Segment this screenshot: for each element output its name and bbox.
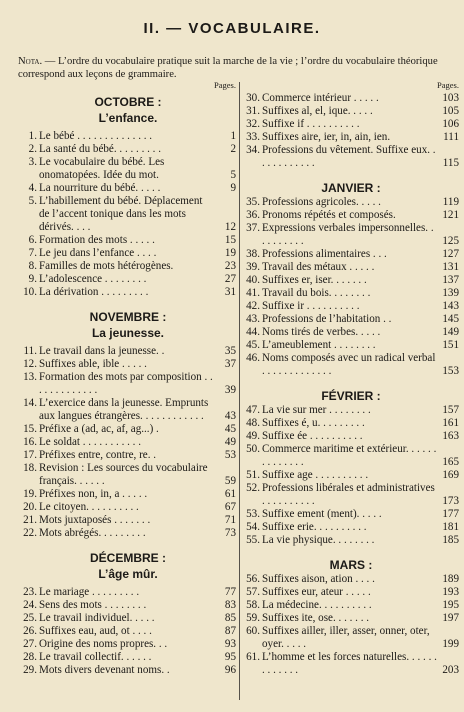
toc-entry: [20, 527, 236, 540]
toc-entry: [243, 131, 459, 144]
entry-title: Professions du vêtement. Suffixe eux. . . . . . . . . . . .: [262, 144, 436, 169]
section-subtitle: La jeunesse.: [91, 326, 165, 340]
entry-title: Suffixe ée . . . . . . . . . .: [262, 430, 363, 442]
toc-entry: [243, 573, 459, 586]
toc-entry: [243, 196, 459, 209]
section-heading: DÉCEMBRE :: [89, 551, 166, 565]
entry-number: 48.: [246, 417, 260, 429]
entry-title: Préfixes non, in, a . . . . .: [39, 488, 148, 500]
section-subtitle: L’enfance.: [98, 111, 158, 125]
toc-entry: [20, 612, 236, 625]
entry-number: 46.: [246, 352, 260, 364]
entry-title: Le bébé . . . . . . . . . . . . . .: [39, 130, 153, 142]
entry-page: 189: [442, 573, 459, 585]
toc-entry: [20, 423, 236, 436]
entry-number: 31.: [246, 105, 260, 117]
entry-title: Pronoms répétés et composés.: [262, 209, 396, 221]
toc-entry: [243, 287, 459, 300]
entry-page: 31: [224, 286, 236, 298]
entry-title: Suffixes al, el, ique. . . . .: [262, 105, 373, 117]
entry-number: 50.: [246, 443, 260, 455]
entry-page: 71: [224, 514, 236, 526]
toc-entry: [243, 586, 459, 599]
entry-title: Suffixes aire, ier, in, ain, ien.: [262, 131, 391, 143]
entry-number: 35.: [246, 196, 260, 208]
toc-entry: [243, 105, 459, 118]
entry-title: Professions agricoles. . . . .: [262, 196, 381, 208]
entry-title: Formation des mots par composition . . . . . . . . . . . . .: [39, 371, 213, 396]
entry-page: 2: [230, 143, 236, 155]
entry-number: 25.: [23, 612, 37, 624]
entry-number: 19.: [23, 488, 37, 500]
entry-number: 22.: [23, 527, 37, 539]
toc-entry: [20, 625, 236, 638]
entry-page: 87: [224, 625, 236, 637]
entry-page: 143: [442, 300, 459, 312]
toc-entry: [20, 488, 236, 501]
entry-number: 36.: [246, 209, 260, 221]
entry-page: 12: [224, 221, 236, 233]
entry-number: 23.: [23, 586, 37, 598]
entry-title: Le vocabulaire du bébé. Les onomatopées. Idée du mot.: [39, 156, 165, 181]
toc-entry: [243, 469, 459, 482]
entry-number: 15.: [23, 423, 37, 435]
entry-number: 45.: [246, 339, 260, 351]
entry-page: 115: [442, 157, 459, 169]
entry-page: 165: [442, 456, 459, 468]
entry-page: 106: [442, 118, 459, 130]
entry-page: 85: [224, 612, 236, 624]
entry-title: Familles de mots hétérogènes.: [39, 260, 174, 272]
entry-title: La vie physique. . . . . . . .: [262, 534, 375, 546]
toc-entry: [243, 508, 459, 521]
entry-title: Sens des mots . . . . . . . .: [39, 599, 147, 611]
entry-number: 44.: [246, 326, 260, 338]
entry-number: 40.: [246, 274, 260, 286]
entry-title: Suffixes é, u. . . . . . . . .: [262, 417, 365, 429]
entry-page: 121: [442, 209, 459, 221]
entry-title: Travail des métaux . . . . .: [262, 261, 375, 273]
entry-title: Le soldat . . . . . . . . . . .: [39, 436, 141, 448]
entry-number: 57.: [246, 586, 260, 598]
note-label: Nota.: [18, 56, 43, 67]
entry-title: L’ameublement . . . . . . . .: [262, 339, 376, 351]
toc-entry: [243, 261, 459, 274]
column-divider: [239, 82, 240, 700]
toc-entry: [243, 248, 459, 261]
toc-entry: [20, 599, 236, 612]
entry-page: 59: [224, 475, 236, 487]
entry-number: 56.: [246, 573, 260, 585]
entry-page: 93: [224, 638, 236, 650]
entry-page: 137: [442, 274, 459, 286]
toc-entry: [243, 274, 459, 287]
entry-page: 197: [442, 612, 459, 624]
entry-number: 32.: [246, 118, 260, 130]
toc-entry: [243, 521, 459, 534]
toc-entry: [20, 234, 236, 247]
entry-page: 111: [443, 131, 459, 143]
entry-title: Suffixe ement (ment). . . . .: [262, 508, 382, 520]
entry-number: 49.: [246, 430, 260, 442]
pages-header: Pages.: [214, 80, 236, 90]
entry-title: Suffixe if . . . . . . . . . .: [262, 118, 360, 130]
entry-number: 7.: [28, 247, 37, 259]
section-heading: FÉVRIER :: [321, 389, 381, 403]
entry-page: 9: [230, 182, 236, 194]
entry-number: 59.: [246, 612, 260, 624]
entry-title: Formation des mots . . . . .: [39, 234, 155, 246]
toc-entry: [20, 371, 236, 397]
toc-entry: [243, 339, 459, 352]
toc-entry: [243, 300, 459, 313]
entry-title: Suffixes able, ible . . . . .: [39, 358, 147, 370]
section-heading: NOVEMBRE :: [89, 310, 167, 324]
entry-page: 95: [224, 651, 236, 663]
entry-title: Le travail individuel. . . . .: [39, 612, 155, 624]
entry-number: 9.: [28, 273, 37, 285]
entry-title: Le jeu dans l’enfance . . . .: [39, 247, 157, 259]
toc-entry: [243, 118, 459, 131]
entry-page: 83: [224, 599, 236, 611]
right-column: [243, 80, 459, 677]
entry-title: Le travail dans la jeunesse. .: [39, 345, 165, 357]
entry-title: Professions libérales et administratives . . . . . . . . . .: [262, 482, 435, 507]
entry-page: 39: [224, 384, 236, 396]
entry-number: 27.: [23, 638, 37, 650]
entry-page: 77: [224, 586, 236, 598]
entry-number: 39.: [246, 261, 260, 273]
toc-entry: [20, 345, 236, 358]
section-heading: JANVIER :: [321, 181, 381, 195]
toc-entry: [20, 358, 236, 371]
entry-number: 47.: [246, 404, 260, 416]
entry-title: Préfixes entre, contre, re. .: [39, 449, 157, 461]
toc-entry: [243, 625, 459, 651]
entry-page: 139: [442, 287, 459, 299]
entry-title: L’exercice dans la jeunesse. Emprunts aux langues étrangères. . . . . . . . . . . .: [39, 397, 209, 422]
entry-page: 73: [224, 527, 236, 539]
entry-page: 27: [224, 273, 236, 285]
toc-entry: [243, 482, 459, 508]
toc-entry: [243, 313, 459, 326]
toc-entry: [20, 182, 236, 195]
entry-number: 54.: [246, 521, 260, 533]
entry-page: 203: [442, 664, 459, 676]
entry-number: 51.: [246, 469, 260, 481]
toc-entry: [243, 352, 459, 378]
entry-page: 96: [224, 664, 236, 676]
entry-number: 41.: [246, 287, 260, 299]
entry-page: 185: [442, 534, 459, 546]
entry-number: 38.: [246, 248, 260, 260]
entry-page: 145: [442, 313, 459, 325]
toc-entry: [20, 514, 236, 527]
toc-entry: [243, 209, 459, 222]
toc-entry: [20, 651, 236, 664]
entry-title: Noms composés avec un radical verbal . . . . . . . . . . . . .: [262, 352, 436, 377]
entry-title: Noms tirés de verbes. . . . .: [262, 326, 381, 338]
entry-page: 161: [442, 417, 459, 429]
entry-page: 35: [224, 345, 236, 357]
entry-number: 30.: [246, 92, 260, 104]
toc-entry: [20, 247, 236, 260]
entry-number: 6.: [28, 234, 37, 246]
entry-number: 17.: [23, 449, 37, 461]
entry-page: 149: [442, 326, 459, 338]
entry-page: 195: [442, 599, 459, 611]
entry-page: 45: [224, 423, 236, 435]
toc-entry: [20, 462, 236, 488]
entry-number: 43.: [246, 313, 260, 325]
entry-page: 103: [442, 92, 459, 104]
entry-title: L’homme et les forces naturelles. . . . . . . . . . . . .: [262, 651, 437, 676]
toc-entry: [243, 651, 459, 677]
entry-title: Origine des noms propres. . .: [39, 638, 168, 650]
entry-page: 127: [442, 248, 459, 260]
toc-entry: [243, 599, 459, 612]
entry-page: 5: [230, 169, 236, 181]
entry-number: 1.: [28, 130, 37, 142]
entry-title: La dérivation . . . . . . . . .: [39, 286, 149, 298]
entry-title: Suffixes eur, ateur . . . . .: [262, 586, 371, 598]
entry-page: 43: [224, 410, 236, 422]
entry-title: Mots divers devenant noms. .: [39, 664, 170, 676]
section-heading: OCTOBRE :: [94, 95, 162, 109]
entry-number: 28.: [23, 651, 37, 663]
entry-title: Mots juxtaposés . . . . . . .: [39, 514, 151, 526]
entry-page: 49: [224, 436, 236, 448]
entry-page: 151: [442, 339, 459, 351]
entry-page: 119: [442, 196, 459, 208]
entry-number: 18.: [23, 462, 37, 474]
toc-entry: [243, 222, 459, 248]
entry-title: Travail du bois. . . . . . . .: [262, 287, 371, 299]
entry-title: L’adolescence . . . . . . . .: [39, 273, 147, 285]
pages-header: Pages.: [437, 80, 459, 90]
toc-entry: [20, 260, 236, 273]
entry-title: La vie sur mer . . . . . . . .: [262, 404, 371, 416]
toc-entry: [20, 273, 236, 286]
toc-entry: [20, 143, 236, 156]
toc-entry: [243, 144, 459, 170]
entry-number: 16.: [23, 436, 37, 448]
entry-title: Suffixe ir . . . . . . . . . .: [262, 300, 360, 312]
toc-entry: [243, 326, 459, 339]
toc-entry: [20, 664, 236, 677]
page-title: II. — VOCABULAIRE.: [143, 20, 321, 37]
entry-title: Expressions verbales impersonnelles. . . . . . . . . .: [262, 222, 434, 247]
entry-title: Suffixe erie. . . . . . . . . .: [262, 521, 367, 533]
entry-number: 34.: [246, 144, 260, 156]
entry-title: Le travail collectif. . . . . .: [39, 651, 152, 663]
toc-entry: [20, 449, 236, 462]
entry-number: 33.: [246, 131, 260, 143]
entry-title: Professions de l’habitation . .: [262, 313, 392, 325]
entry-page: 61: [224, 488, 236, 500]
entry-title: Professions alimentaires . . .: [262, 248, 387, 260]
entry-number: 12.: [23, 358, 37, 370]
entry-page: 157: [442, 404, 459, 416]
entry-page: 193: [442, 586, 459, 598]
entry-title: Suffixes ailler, iller, asser, onner, oter, oyer. . . . .: [262, 625, 430, 650]
note-text: — L’ordre du vocabulaire pratique suit la marche de la vie ; l’ordre du vocabulaire théorique correspond aux leçons de grammaire.: [18, 56, 438, 80]
toc-entry: [243, 534, 459, 547]
entry-number: 8.: [28, 260, 37, 272]
entry-title: La santé du bébé. . . . . . . . .: [39, 143, 161, 155]
entry-page: 125: [442, 235, 459, 247]
entry-page: 153: [442, 365, 459, 377]
entry-title: Suffixes er, iser. . . . . . .: [262, 274, 367, 286]
toc-entry: [20, 130, 236, 143]
entry-number: 13.: [23, 371, 37, 383]
left-column: [20, 80, 236, 677]
entry-title: Commerce intérieur . . . . .: [262, 92, 379, 104]
entry-number: 58.: [246, 599, 260, 611]
toc-entry: [20, 156, 236, 182]
toc-entry: [243, 430, 459, 443]
toc-entry: [243, 443, 459, 469]
entry-number: 60.: [246, 625, 260, 637]
entry-page: 19: [224, 247, 236, 259]
note-paragraph: [18, 55, 454, 81]
entry-page: 177: [442, 508, 459, 520]
entry-title: Le citoyen. . . . . . . . . .: [39, 501, 139, 513]
toc-entry: [20, 638, 236, 651]
entry-page: 23: [224, 260, 236, 272]
entry-page: 53: [224, 449, 236, 461]
toc-entry: [243, 404, 459, 417]
entry-title: Mots abrégés. . . . . . . . .: [39, 527, 146, 539]
entry-title: L’habillement du bébé. Déplacement de l’accent tonique dans les mots dérivés. . . .: [39, 195, 203, 233]
entry-page: 105: [442, 105, 459, 117]
entry-number: 2.: [28, 143, 37, 155]
entry-title: Suffixes eau, aud, ot . . . .: [39, 625, 152, 637]
toc-entry: [20, 286, 236, 299]
entry-number: 26.: [23, 625, 37, 637]
section-heading: MARS :: [329, 558, 373, 572]
entry-number: 20.: [23, 501, 37, 513]
entry-number: 55.: [246, 534, 260, 546]
toc-entry: [20, 436, 236, 449]
entry-number: 53.: [246, 508, 260, 520]
entry-title: Commerce maritime et extérieur. . . . . . . . . . . . . .: [262, 443, 437, 468]
entry-page: 37: [224, 358, 236, 370]
entry-number: 61.: [246, 651, 260, 663]
entry-number: 52.: [246, 482, 260, 494]
entry-page: 199: [442, 638, 459, 650]
entry-title: Suffixe age . . . . . . . . . .: [262, 469, 369, 481]
entry-page: 181: [442, 521, 459, 533]
entry-number: 24.: [23, 599, 37, 611]
entry-title: Suffixes aison, ation . . . .: [262, 573, 375, 585]
toc-entry: [243, 92, 459, 105]
entry-number: 5.: [28, 195, 37, 207]
entry-number: 11.: [23, 345, 37, 357]
entry-title: Préfixe a (ad, ac, af, ag...) .: [39, 423, 159, 435]
entry-number: 29.: [23, 664, 37, 676]
entry-page: 15: [224, 234, 236, 246]
toc-entry: [20, 501, 236, 514]
entry-title: La médecine. . . . . . . . . .: [262, 599, 372, 611]
entry-number: 42.: [246, 300, 260, 312]
toc-entry: [243, 612, 459, 625]
toc-entry: [243, 417, 459, 430]
section-subtitle: L’âge mûr.: [98, 567, 158, 581]
entry-page: 1: [230, 130, 236, 142]
entry-number: 14.: [23, 397, 37, 409]
entry-number: 3.: [28, 156, 37, 168]
entry-page: 131: [442, 261, 459, 273]
entry-title: La nourriture du bébé. . . . .: [39, 182, 161, 194]
entry-page: 169: [442, 469, 459, 481]
entry-page: 173: [442, 495, 459, 507]
entry-title: Le mariage . . . . . . . . .: [39, 586, 140, 598]
entry-title: Revision : Les sources du vocabulaire français. . . . . .: [39, 462, 208, 487]
toc-entry: [20, 195, 236, 234]
entry-title: Suffixes ite, ose. . . . . . .: [262, 612, 370, 624]
toc-entry: [20, 586, 236, 599]
entry-number: 10.: [23, 286, 37, 298]
entry-number: 21.: [23, 514, 37, 526]
toc-entry: [20, 397, 236, 423]
entry-number: 37.: [246, 222, 260, 234]
entry-number: 4.: [28, 182, 37, 194]
entry-page: 67: [224, 501, 236, 513]
entry-page: 163: [442, 430, 459, 442]
